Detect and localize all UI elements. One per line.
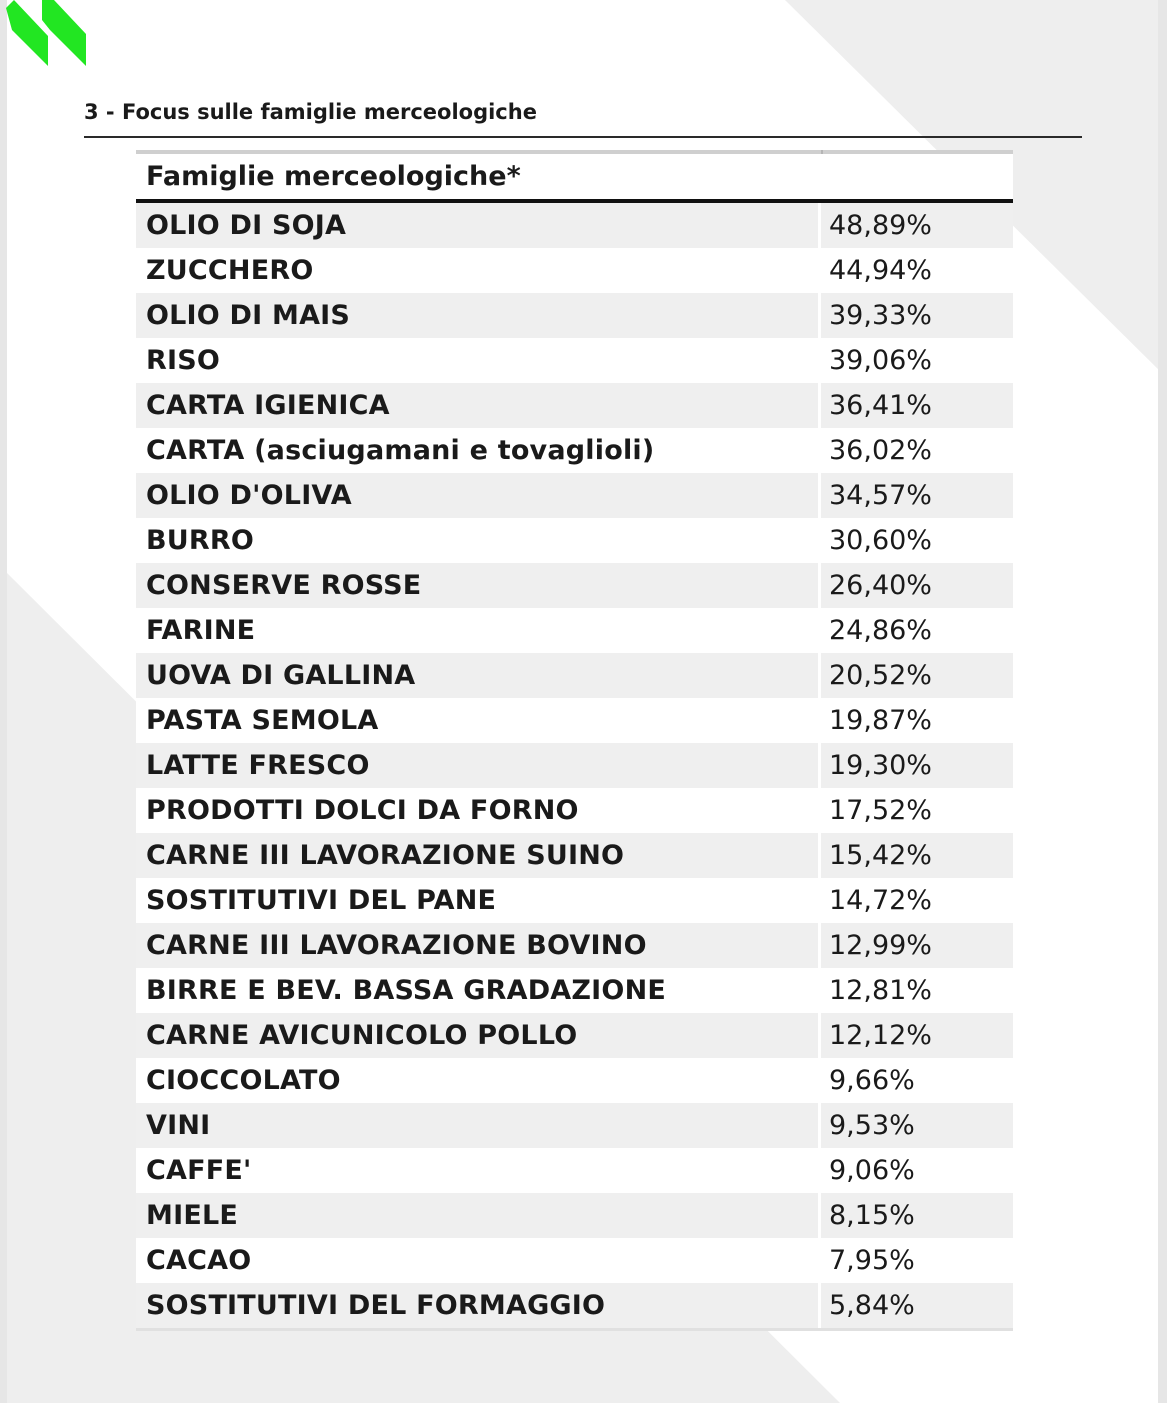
category-name-cell: CARNE AVICUNICOLO POLLO (136, 1013, 821, 1058)
table-header-row (136, 154, 1013, 203)
category-name-cell: BURRO (136, 518, 821, 563)
category-percentage-cell: 12,12% (821, 1013, 1013, 1058)
table-row (136, 788, 1013, 833)
category-name-cell: LATTE FRESCO (136, 743, 821, 788)
table-row (136, 428, 1013, 473)
category-percentage-cell: 9,06% (821, 1148, 1013, 1193)
table-row (136, 293, 1013, 338)
category-name-cell: CONSERVE ROSSE (136, 563, 821, 608)
table-row (136, 338, 1013, 383)
category-name-cell: ZUCCHERO (136, 248, 821, 293)
category-percentage-cell: 36,41% (821, 383, 1013, 428)
section-title: 3 - Focus sulle famiglie merceologiche (84, 100, 537, 124)
category-name-cell: CARNE III LAVORAZIONE BOVINO (136, 923, 821, 968)
table-row (136, 923, 1013, 968)
table-row (136, 563, 1013, 608)
category-name-cell: CAFFE' (136, 1148, 821, 1193)
category-percentage-cell: 20,52% (821, 653, 1013, 698)
category-name-cell: OLIO DI SOJA (136, 203, 821, 248)
page-right-edge (1158, 0, 1167, 1403)
category-name-cell: CACAO (136, 1238, 821, 1283)
category-name-cell: UOVA DI GALLINA (136, 653, 821, 698)
category-name-cell: MIELE (136, 1193, 821, 1238)
category-percentage-cell: 48,89% (821, 203, 1013, 248)
category-name-cell: SOSTITUTIVI DEL FORMAGGIO (136, 1283, 821, 1328)
table-bottom-rule (136, 1328, 1013, 1331)
category-percentage-cell: 9,53% (821, 1103, 1013, 1148)
category-percentage-cell: 19,30% (821, 743, 1013, 788)
column-header-category: Famiglie merceologiche* (136, 154, 821, 203)
category-percentage-cell: 14,72% (821, 878, 1013, 923)
table-row (136, 1148, 1013, 1193)
category-name-cell: FARINE (136, 608, 821, 653)
category-percentage-cell: 39,33% (821, 293, 1013, 338)
table-header (136, 154, 1013, 203)
table-top-rule (136, 150, 1013, 154)
category-percentage-cell: 19,87% (821, 698, 1013, 743)
table-row (136, 248, 1013, 293)
category-name-cell: CARTA (asciugamani e tovaglioli) (136, 428, 821, 473)
category-name-cell: OLIO D'OLIVA (136, 473, 821, 518)
table-row (136, 203, 1013, 248)
categories-table (136, 154, 1013, 1328)
category-percentage-cell: 5,84% (821, 1283, 1013, 1328)
category-percentage-cell: 39,06% (821, 338, 1013, 383)
table-top-rule-tick (821, 150, 823, 154)
table-row (136, 653, 1013, 698)
category-name-cell: CIOCCOLATO (136, 1058, 821, 1103)
category-name-cell: PASTA SEMOLA (136, 698, 821, 743)
category-name-cell: CARTA IGIENICA (136, 383, 821, 428)
table-row (136, 383, 1013, 428)
categories-table-container (136, 150, 1013, 1331)
category-percentage-cell: 8,15% (821, 1193, 1013, 1238)
category-name-cell: PRODOTTI DOLCI DA FORNO (136, 788, 821, 833)
category-name-cell: RISO (136, 338, 821, 383)
category-name-cell: BIRRE E BEV. BASSA GRADAZIONE (136, 968, 821, 1013)
page-left-edge (0, 0, 7, 1403)
category-name-cell: VINI (136, 1103, 821, 1148)
category-percentage-cell: 9,66% (821, 1058, 1013, 1103)
table-row (136, 1103, 1013, 1148)
table-row (136, 968, 1013, 1013)
category-name-cell: CARNE III LAVORAZIONE SUINO (136, 833, 821, 878)
table-row (136, 1283, 1013, 1328)
table-row (136, 743, 1013, 788)
table-row (136, 473, 1013, 518)
table-row (136, 1058, 1013, 1103)
column-header-value (821, 154, 1013, 203)
logo-icon (6, 0, 86, 70)
table-row (136, 1193, 1013, 1238)
table-row (136, 1238, 1013, 1283)
category-name-cell: SOSTITUTIVI DEL PANE (136, 878, 821, 923)
category-percentage-cell: 44,94% (821, 248, 1013, 293)
category-percentage-cell: 12,99% (821, 923, 1013, 968)
category-percentage-cell: 24,86% (821, 608, 1013, 653)
title-divider (84, 136, 1082, 138)
table-row (136, 878, 1013, 923)
table-row (136, 1013, 1013, 1058)
category-percentage-cell: 12,81% (821, 968, 1013, 1013)
category-percentage-cell: 30,60% (821, 518, 1013, 563)
table-row (136, 608, 1013, 653)
category-percentage-cell: 15,42% (821, 833, 1013, 878)
category-percentage-cell: 17,52% (821, 788, 1013, 833)
category-percentage-cell: 34,57% (821, 473, 1013, 518)
table-row (136, 698, 1013, 743)
category-name-cell: OLIO DI MAIS (136, 293, 821, 338)
category-percentage-cell: 7,95% (821, 1238, 1013, 1283)
table-row (136, 518, 1013, 563)
table-body (136, 203, 1013, 1328)
table-row (136, 833, 1013, 878)
category-percentage-cell: 36,02% (821, 428, 1013, 473)
category-percentage-cell: 26,40% (821, 563, 1013, 608)
